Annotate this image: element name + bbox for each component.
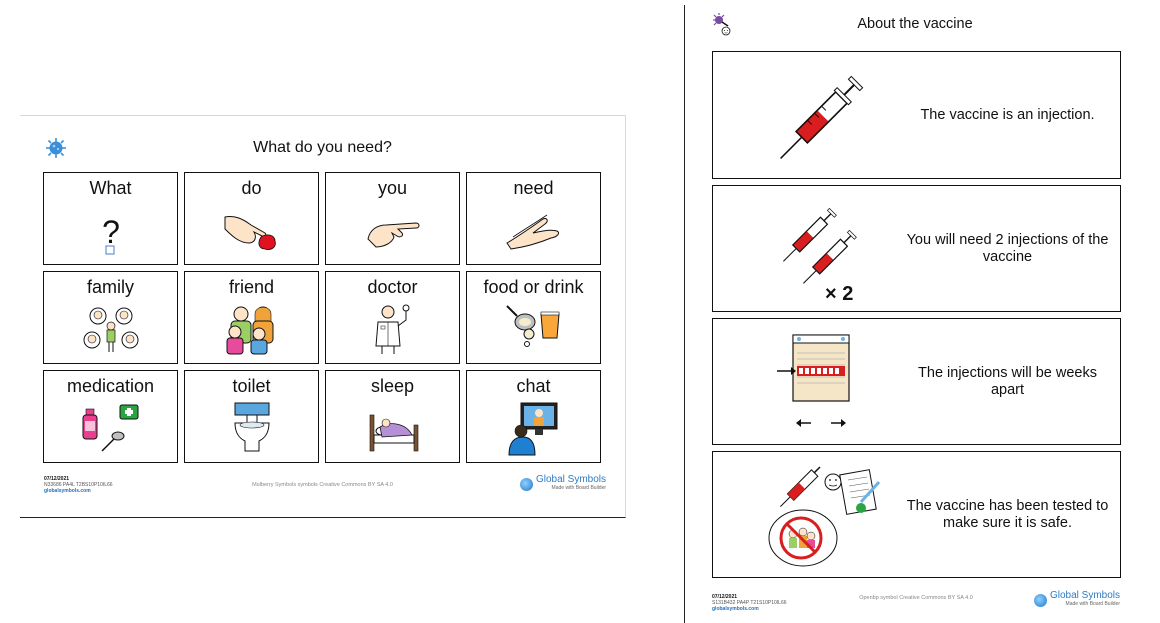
global-symbols-icon <box>520 478 533 491</box>
cell-label: medication <box>66 376 155 396</box>
two-syringes-icon <box>763 196 883 304</box>
doctor-icon <box>362 302 424 358</box>
global-symbols-logo-right <box>1034 592 1120 608</box>
cell-friend[interactable] <box>184 271 319 364</box>
cell-medication[interactable] <box>43 370 178 463</box>
cell-need[interactable] <box>466 172 601 265</box>
cell-label: toilet <box>232 376 271 396</box>
global-symbols-icon <box>1034 594 1047 607</box>
cell-label: sleep <box>370 376 415 396</box>
medication-icon <box>80 401 142 457</box>
multiplier-label: × 2 <box>825 283 854 304</box>
cell-label: you <box>377 178 408 198</box>
board-title: What do you need? <box>253 139 392 156</box>
info-card-text: The injections will be weeks apart <box>918 364 1097 398</box>
question-mark-icon <box>80 203 142 259</box>
page-site-link[interactable]: globalsymbols.com <box>712 606 759 612</box>
board-date: 07/12/2021 <box>44 476 70 482</box>
pointing-hand-icon <box>362 203 424 259</box>
brand-name: Global Symbols <box>1050 590 1121 601</box>
cell-label: need <box>513 178 554 198</box>
page-footer-info <box>712 594 787 612</box>
cell-label: chat <box>516 376 551 396</box>
cell-toilet[interactable] <box>184 370 319 463</box>
page-code: S131B432 PA4P T21S10P10IL66 <box>712 600 787 606</box>
info-card-text: The vaccine is an injection. <box>920 106 1095 123</box>
communication-board <box>20 115 626 518</box>
friends-icon <box>221 302 283 358</box>
cell-label: food or drink <box>483 277 584 297</box>
food-drink-icon <box>503 302 565 358</box>
cell-label: friend <box>228 277 275 297</box>
family-group-icon <box>80 302 142 358</box>
info-card-weeks-apart[interactable] <box>712 318 1121 445</box>
brand-name: Global Symbols <box>536 474 607 485</box>
page-license: Openbp symbol Creative Commons BY SA 4.0 <box>859 595 973 601</box>
board-site-link[interactable]: globalsymbols.com <box>44 488 91 494</box>
open-hands-icon <box>503 203 565 259</box>
syringe-icon <box>763 62 883 170</box>
symbol-grid <box>43 172 601 438</box>
hand-press-icon <box>221 203 283 259</box>
page-divider <box>684 5 685 623</box>
cell-do[interactable] <box>184 172 319 265</box>
cell-family[interactable] <box>43 271 178 364</box>
tested-safe-icon <box>763 462 883 570</box>
bed-icon <box>362 401 424 457</box>
video-call-icon <box>503 401 565 457</box>
brand-sub: Made with Board Builder <box>1065 601 1121 607</box>
cell-doctor[interactable] <box>325 271 460 364</box>
board-code: N33686 PA4L T2BS10P10IL66 <box>44 482 113 488</box>
cell-chat[interactable] <box>466 370 601 463</box>
cell-label: doctor <box>367 277 418 297</box>
toilet-icon <box>221 401 283 457</box>
calendar-icon <box>763 329 883 437</box>
cell-label: family <box>86 277 134 297</box>
svg-text:?: ? <box>101 214 120 250</box>
page-title: About the vaccine <box>857 16 973 32</box>
brand-sub: Made with Board Builder <box>551 485 607 491</box>
info-card-tested-safe[interactable] <box>712 451 1121 578</box>
vaccine-info-page <box>686 0 1160 623</box>
cell-sleep[interactable] <box>325 370 460 463</box>
page-date: 07/12/2021 <box>712 594 738 600</box>
cell-you[interactable] <box>325 172 460 265</box>
cell-what[interactable] <box>43 172 178 265</box>
cell-label: What <box>89 178 132 198</box>
info-card-injection[interactable] <box>712 51 1121 179</box>
info-card-two-injections[interactable] <box>712 185 1121 312</box>
info-card-text: The vaccine has been tested to make sure it is safe. <box>906 497 1109 531</box>
cell-label: do <box>241 178 262 198</box>
cell-food-or-drink[interactable] <box>466 271 601 364</box>
info-card-text: You will need 2 injections of the vaccine <box>906 231 1109 265</box>
board-license: Mulberry Symbols symbols Creative Commons BY SA 4.0 <box>252 482 393 488</box>
global-symbols-logo <box>520 476 606 492</box>
